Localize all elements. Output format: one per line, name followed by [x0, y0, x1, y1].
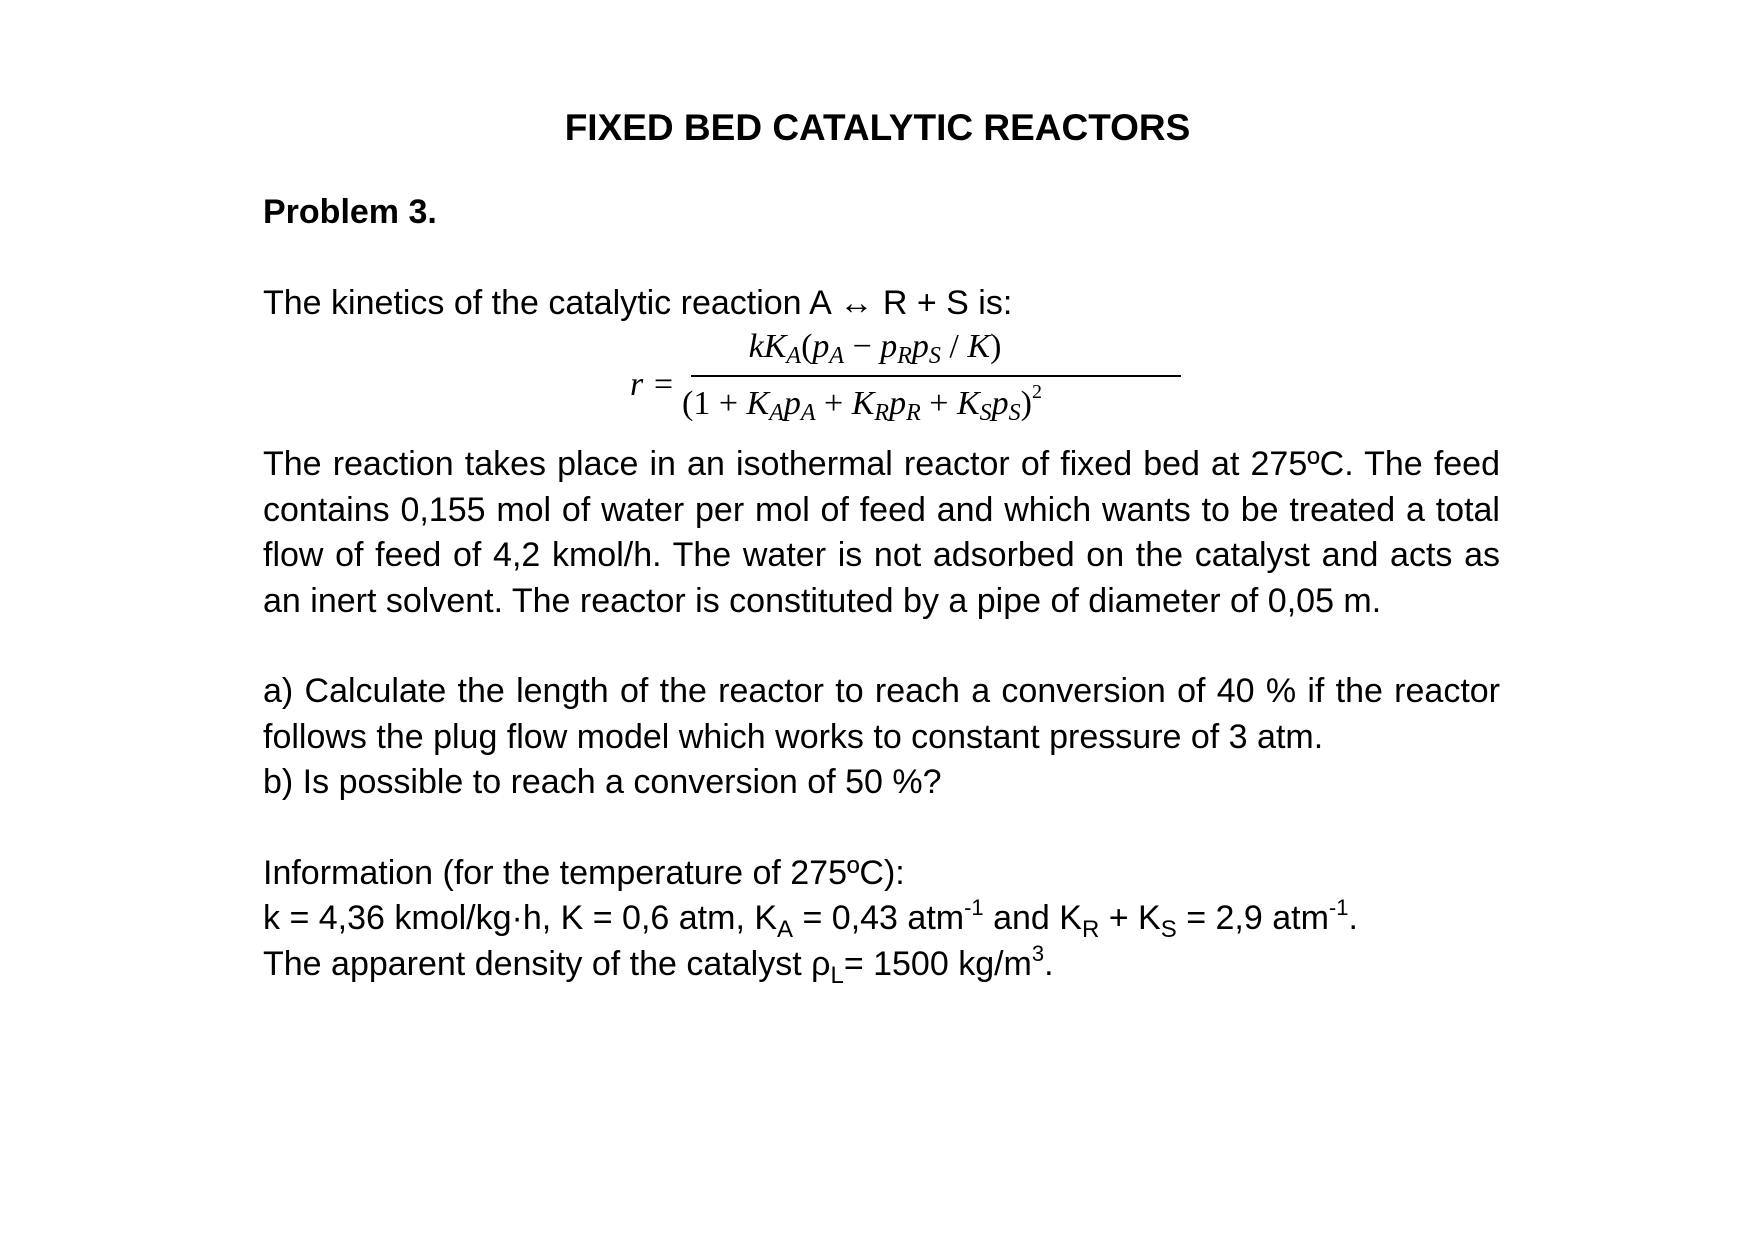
problem-description: The reaction takes place in an isothermal reactor of fixed bed at 275ºC. The feed contains 0,155 mol of water per mol of feed and which wants to be treated a total flow of feed of 4,2 kmol/h. The water is not adsorbed on the catalyst and acts as an inert solvent. The reactor is constituted by a pipe of diameter of 0,05 m.	[263, 445, 1500, 620]
rate-equation-denominator: $(1 + K_Ap_A + K_Rp_R + K_Sp_S)^2$	[682, 381, 1042, 426]
question-a: a) Calculate the length of the reactor to reach a conversion of 40 % if the reactor follows the plug flow model which works to constant pressure of 3 atm.	[263, 672, 1500, 756]
info-density: The apparent density of the catalyst $\rho_L= 1500$ $kg/m^3$.	[263, 940, 1054, 989]
rate-equation-numerator: $kK_A(p_A - p_Rp_S / K)$	[748, 328, 1002, 369]
info-constants: k = 4,36 kmol/kg·h, K = 0,6 atm, $K_A = 0,43$ atm$^{-1}$ and $K_R + K_S = 2,9$ atm$^{-1}$.	[263, 895, 1358, 943]
rate-equation-lhs: r =	[630, 366, 675, 403]
fraction-bar	[691, 375, 1181, 377]
question-b: b) Is possible to reach a conversion of 50 %?	[263, 763, 942, 801]
problem-body	[263, 190, 1500, 987]
info-heading: Information (for the temperature of 275ºC):	[263, 853, 905, 892]
reaction-intro: The kinetics of the catalytic reaction A ↔ R + S is:	[263, 283, 1013, 322]
page-title: FIXED BED CATALYTIC REACTORS	[564, 107, 1191, 148]
problem-heading: Problem 3.	[263, 193, 437, 231]
rate-equation	[263, 326, 1500, 436]
